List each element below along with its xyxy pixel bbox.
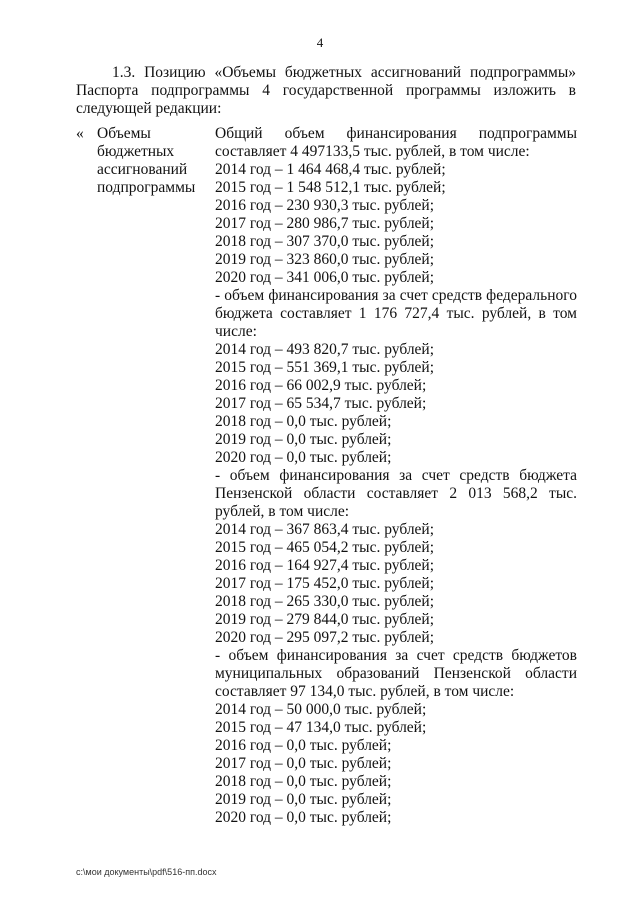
municipal-year-line: 2018 год – 0,0 тыс. рублей; [215,773,392,790]
federal-year-line: 2015 год – 551 369,1 тыс. рублей; [215,359,435,376]
municipal-year-line: 2017 год – 0,0 тыс. рублей; [215,755,392,772]
federal-year-line: 2014 год – 493 820,7 тыс. рублей; [215,341,435,358]
municipal-year-line: 2020 год – 0,0 тыс. рублей; [215,809,392,826]
total-year-line: 2018 год – 307 370,0 тыс. рублей; [215,233,435,250]
regional-year-line: 2015 год – 465 054,2 тыс. рублей; [215,539,435,556]
file-path-footer: c:\мои документы\pdf\516-пп.docx [76,867,217,877]
label-line: подпрограммы [97,179,196,196]
federal-year-line: 2018 год – 0,0 тыс. рублей; [215,413,392,430]
federal-year-line: 2020 год – 0,0 тыс. рублей; [215,449,392,466]
total-year-line: 2017 год – 280 986,7 тыс. рублей; [215,215,435,232]
regional-year-line: 2019 год – 279 844,0 тыс. рублей; [215,611,435,628]
regional-year-line: 2014 год – 367 863,4 тыс. рублей; [215,521,435,538]
total-year-line: 2019 год – 323 860,0 тыс. рублей; [215,251,435,268]
label-line: Объемы [97,125,151,142]
label-line: бюджетных [97,143,175,160]
allocation-details [215,125,577,827]
total-year-line: 2015 год – 1 548 512,1 тыс. рублей; [215,179,446,196]
federal-year-line: 2017 год – 65 534,7 тыс. рублей; [215,395,427,412]
municipal-year-line: 2016 год – 0,0 тыс. рублей; [215,737,392,754]
municipal-year-line: 2019 год – 0,0 тыс. рублей; [215,791,392,808]
total-year-line: 2016 год – 230 930,3 тыс. рублей; [215,197,435,214]
federal-funding-text: - объем финансирования за счет средств федерального бюджета составляет 1 176 727,4 тыс. рублей, в том числе: [215,287,577,340]
label-line: ассигнований [97,161,188,178]
regional-funding-text: - объем финансирования за счет средств бюджета Пензенской области составляет 2 013 568,2 тыс. рублей, в том числе: [215,467,577,520]
municipal-year-line: 2014 год – 50 000,0 тыс. рублей; [215,701,427,718]
regional-year-line: 2018 год – 265 330,0 тыс. рублей; [215,593,435,610]
total-year-line: 2014 год – 1 464 468,4 тыс. рублей; [215,161,446,178]
opening-quote-mark: « [76,125,84,142]
municipal-year-line: 2015 год – 47 134,0 тыс. рублей; [215,719,427,736]
regional-year-line: 2016 год – 164 927,4 тыс. рублей; [215,557,435,574]
page-number: 4 [316,35,324,50]
allocation-label [97,125,207,197]
federal-year-line: 2019 год – 0,0 тыс. рублей; [215,431,392,448]
intro-text: 1.3. Позицию «Объемы бюджетных ассигнований подпрограммы» Паспорта подпрограммы 4 государственной программы изложить в следующей редакции: [76,64,576,117]
regional-year-line: 2017 год – 175 452,0 тыс. рублей; [215,575,435,592]
municipal-funding-text: - объем финансирования за счет средств бюджетов муниципальных образований Пензенской области составляет 97 134,0 тыс. рублей, в том числе: [215,647,577,700]
federal-year-line: 2016 год – 66 002,9 тыс. рублей; [215,377,427,394]
regional-year-line: 2020 год – 295 097,2 тыс. рублей; [215,629,435,646]
total-year-line: 2020 год – 341 006,0 тыс. рублей; [215,269,435,286]
intro-paragraph [76,64,576,118]
total-funding-text: Общий объем финансирования подпрограммы составляет 4 497133,5 тыс. рублей, в том числе: [215,125,577,160]
